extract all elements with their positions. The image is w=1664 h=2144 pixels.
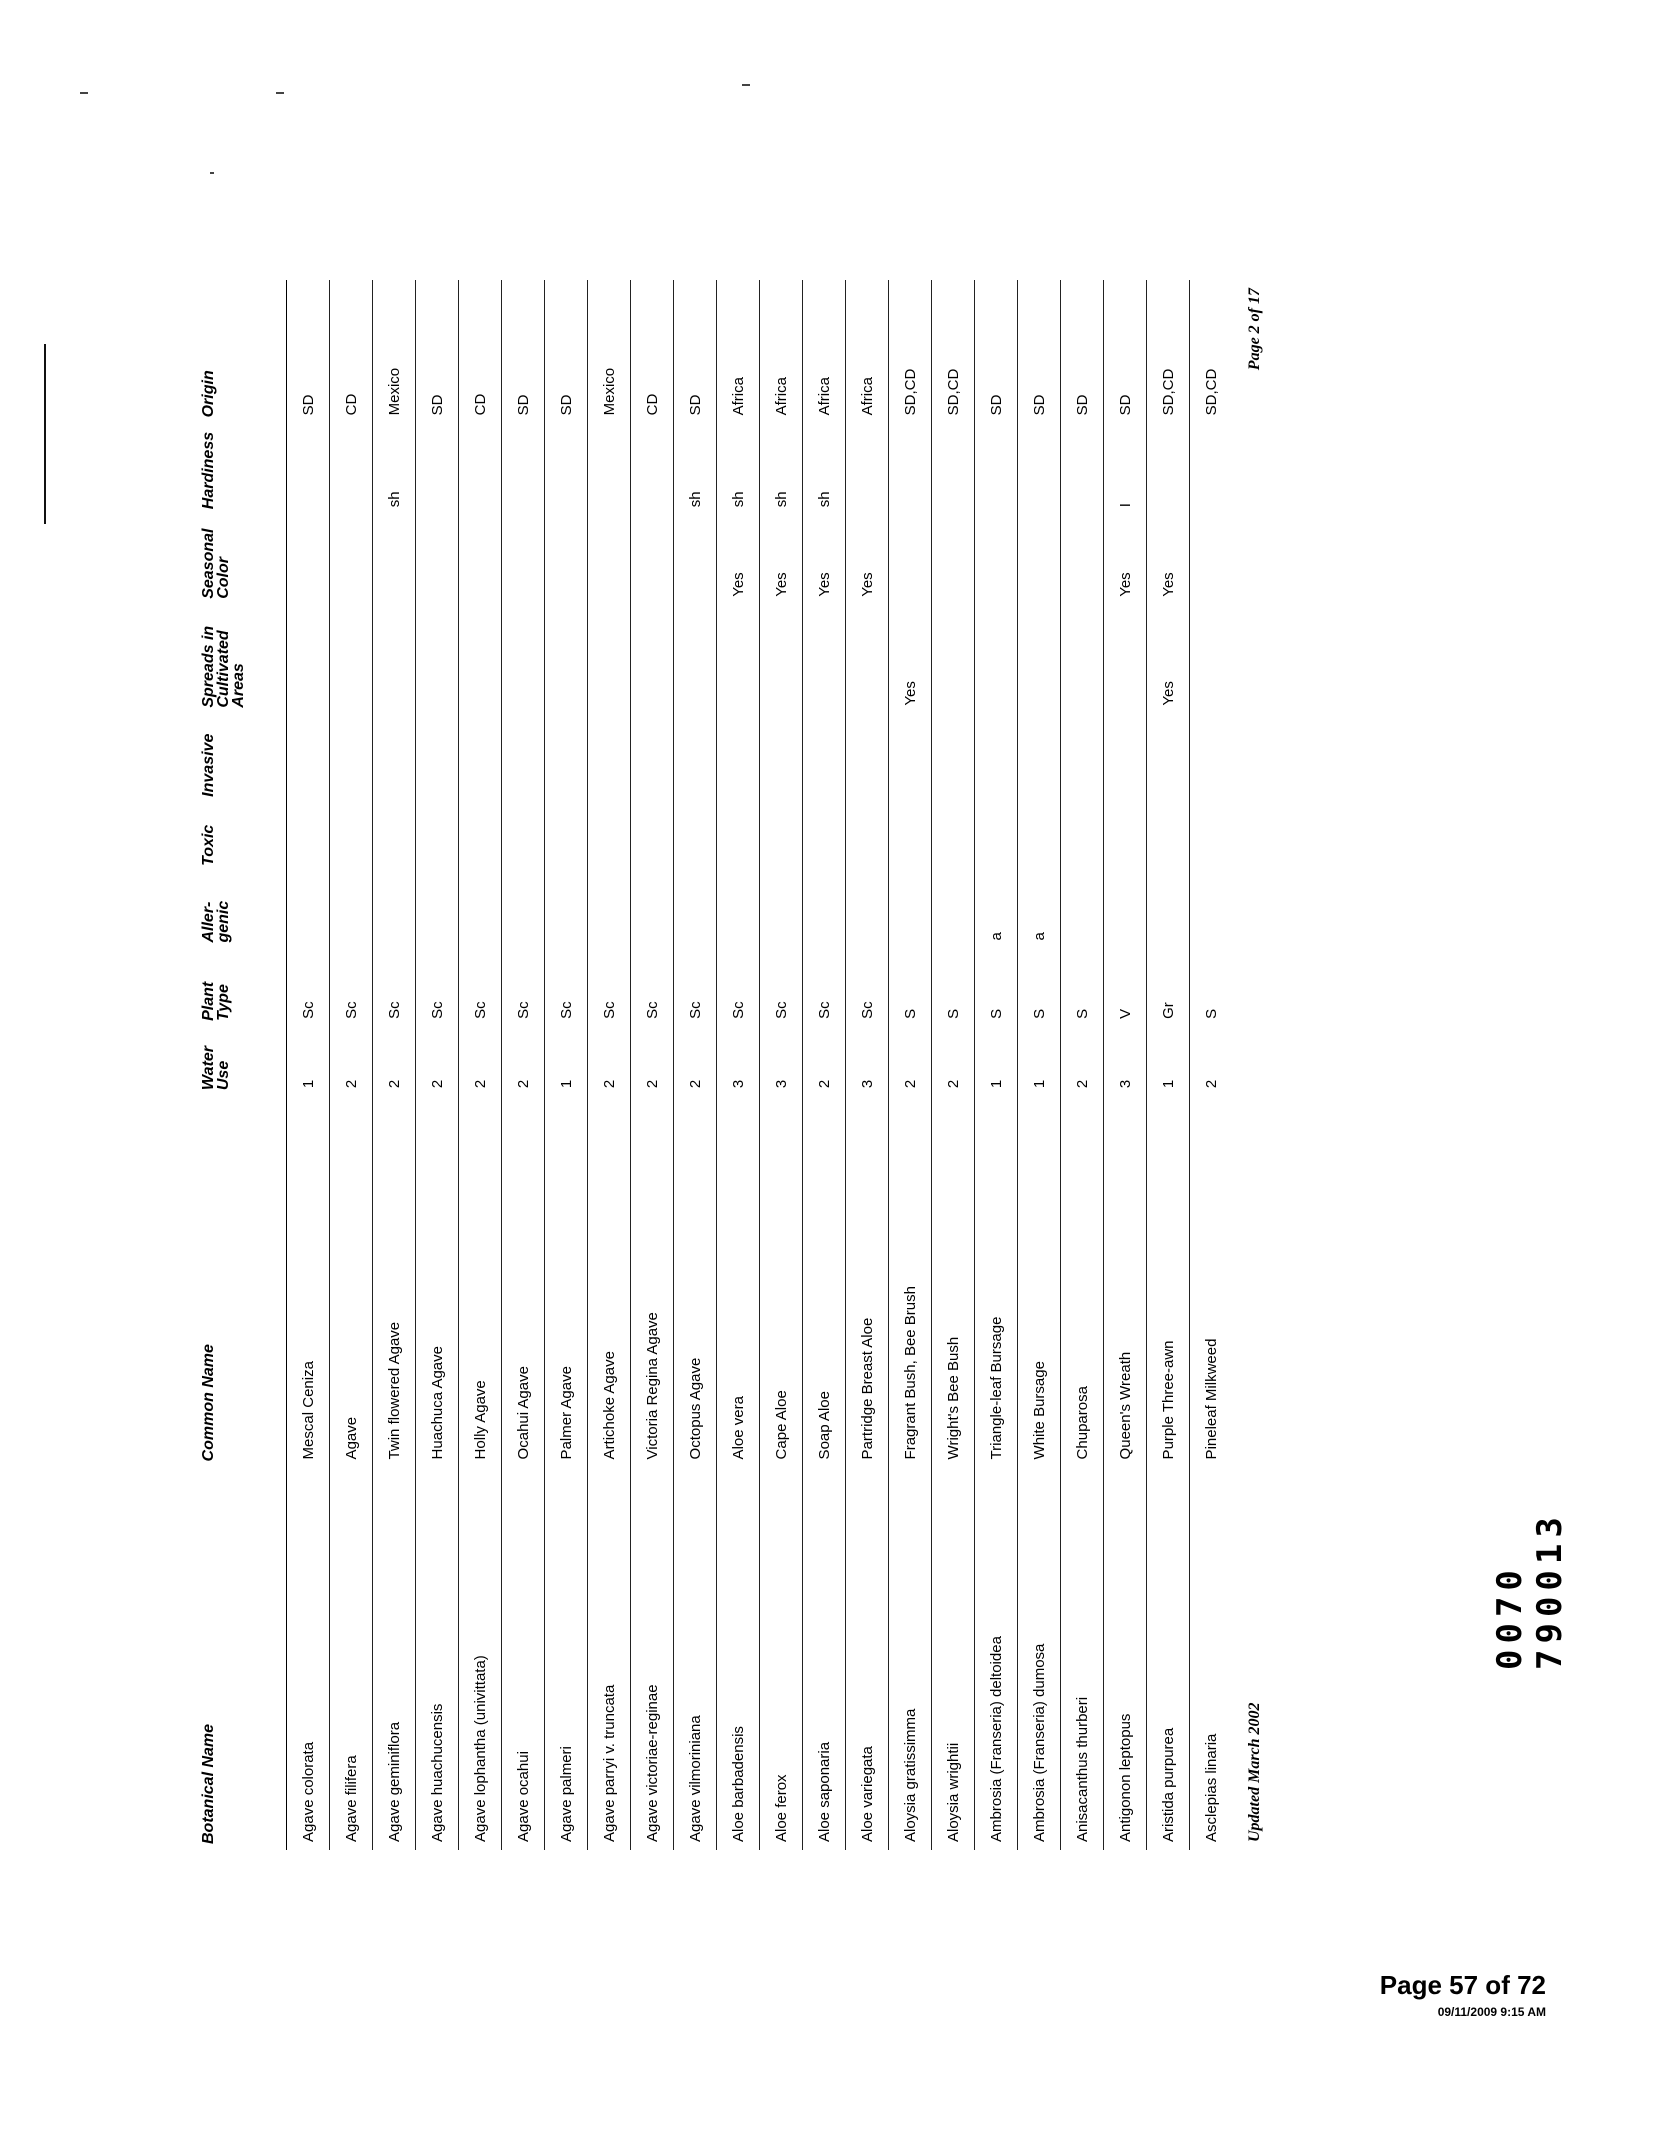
cell-allergenic (1190, 872, 1233, 949)
cell-common-name: Chuparosa (1061, 1096, 1104, 1467)
cell-seasonal-color (502, 515, 545, 605)
cell-plant-type: Sc (674, 949, 717, 1027)
cell-hardiness (889, 423, 932, 515)
cell-invasive (1147, 714, 1190, 803)
table-row (889, 280, 932, 1850)
cell-botanical-name: Agave palmeri (545, 1467, 588, 1850)
cell-hardiness (459, 423, 502, 515)
cell-spreads (373, 605, 416, 714)
cell-invasive (846, 714, 889, 803)
cell-spreads (502, 605, 545, 714)
scan-speck (742, 84, 750, 86)
cell-allergenic (545, 872, 588, 949)
cell-plant-type: Sc (631, 949, 674, 1027)
cell-water-use: 2 (803, 1027, 846, 1096)
table-row (803, 280, 846, 1850)
bates-stamp: 0070 790013 (1490, 1511, 1570, 1670)
cell-allergenic (502, 872, 545, 949)
cell-invasive (717, 714, 760, 803)
cell-spreads (674, 605, 717, 714)
cell-allergenic (846, 872, 889, 949)
cell-invasive (674, 714, 717, 803)
cell-common-name: Twin flowered Agave (373, 1096, 416, 1467)
cell-botanical-name: Antigonon leptopus (1104, 1467, 1147, 1850)
cell-botanical-name: Agave colorata (299, 1741, 317, 1842)
cell-water-use: 3 (846, 1027, 889, 1096)
header-invasive: Invasive (195, 714, 287, 803)
cell-allergenic: a (975, 872, 1018, 949)
table-row (1147, 280, 1190, 1850)
cell-origin: Africa (803, 280, 846, 423)
cell-hardiness (932, 423, 975, 515)
cell-seasonal-color: Yes (1104, 515, 1147, 605)
cell-common-name: Holly Agave (459, 1096, 502, 1467)
cell-hardiness (975, 423, 1018, 515)
cell-botanical-name: Agave ocahui (502, 1467, 545, 1850)
cell-hardiness: sh (674, 423, 717, 515)
cell-botanical-name: Anisacanthus thurberi (1061, 1467, 1104, 1850)
table-row (588, 280, 631, 1850)
table-row (416, 280, 459, 1850)
table-row (502, 280, 545, 1850)
cell-toxic (545, 803, 588, 872)
cell-plant-type: Sc (846, 949, 889, 1027)
cell-toxic (889, 803, 932, 872)
cell-toxic (502, 803, 545, 872)
cell-toxic (373, 803, 416, 872)
cell-hardiness (1018, 423, 1061, 515)
cell-allergenic (459, 872, 502, 949)
cell-origin: SD,CD (889, 280, 932, 423)
table-footer (1232, 280, 1264, 1850)
cell-seasonal-color (330, 515, 373, 605)
cell-plant-type: Sc (760, 949, 803, 1027)
cell-origin: SD (674, 280, 717, 423)
cell-spreads (760, 605, 803, 714)
cell-origin: CD (459, 280, 502, 423)
cell-spreads (631, 605, 674, 714)
cell-plant-type: S (932, 949, 975, 1027)
cell-seasonal-color (287, 515, 330, 605)
cell-origin: SD (1018, 280, 1061, 423)
cell-common-name: Queen's Wreath (1104, 1096, 1147, 1467)
cell-common-name: Huachuca Agave (416, 1096, 459, 1467)
cell-toxic (1061, 803, 1104, 872)
table-row (1018, 280, 1061, 1850)
cell-toxic (717, 803, 760, 872)
cell-botanical-name: Ambrosia (Franseria) dumosa (1018, 1467, 1061, 1850)
cell-allergenic (717, 872, 760, 949)
cell-plant-type: S (1190, 949, 1233, 1027)
cell-spreads (1190, 605, 1233, 714)
cell-spreads (975, 605, 1018, 714)
cell-invasive (287, 714, 330, 803)
cell-seasonal-color (545, 515, 588, 605)
cell-botanical-name: Agave filifera (330, 1467, 373, 1850)
header-allergenic: Aller-genic (195, 872, 287, 949)
cell-toxic (760, 803, 803, 872)
cell-toxic (674, 803, 717, 872)
cell-invasive (803, 714, 846, 803)
cell-hardiness (846, 423, 889, 515)
table-row (717, 280, 760, 1850)
cell-spreads (459, 605, 502, 714)
cell-common-name: Mescal Ceniza (299, 1361, 317, 1460)
plant-table (195, 280, 1232, 1850)
cell-plant-type: Sc (545, 949, 588, 1027)
cell-origin: SD (502, 280, 545, 423)
cell-origin: SD (975, 280, 1018, 423)
cell-seasonal-color: Yes (717, 515, 760, 605)
cell-water-use: 1 (1018, 1027, 1061, 1096)
cell-spreads (846, 605, 889, 714)
cell-toxic (631, 803, 674, 872)
cell-seasonal-color: Yes (846, 515, 889, 605)
cell-seasonal-color (416, 515, 459, 605)
cell-water-use: 1 (1147, 1027, 1190, 1096)
cell-water-use: 2 (1190, 1027, 1233, 1096)
cell-common-name: Wright's Bee Bush (932, 1096, 975, 1467)
plant-table-page (195, 280, 1345, 1850)
cell-origin: SD,CD (1147, 280, 1190, 423)
header-common-name: Common Name (195, 1096, 287, 1467)
cell-botanical-name: Asclepias linaria (1190, 1467, 1233, 1850)
table-row (287, 280, 330, 1850)
cell-water-use: 2 (588, 1027, 631, 1096)
cell-hardiness: sh (803, 423, 846, 515)
cell-allergenic (631, 872, 674, 949)
cell-common-name: Purple Three-awn (1147, 1096, 1190, 1467)
cell-toxic (1104, 803, 1147, 872)
cell-allergenic (674, 872, 717, 949)
cell-seasonal-color: Yes (1147, 515, 1190, 605)
cell-water-use: 3 (717, 1027, 760, 1096)
cell-water-use: 2 (416, 1027, 459, 1096)
cell-plant-type: S (1018, 949, 1061, 1027)
cell-toxic (330, 803, 373, 872)
cell-seasonal-color (975, 515, 1018, 605)
cell-common-name: White Bursage (1018, 1096, 1061, 1467)
table-row (373, 280, 416, 1850)
cell-common-name: Aloe vera (717, 1096, 760, 1467)
table-row (932, 280, 975, 1850)
cell-water-use: 2 (373, 1027, 416, 1096)
table-row (760, 280, 803, 1850)
cell-botanical-name: Agave parryi v. truncata (588, 1467, 631, 1850)
cell-allergenic (760, 872, 803, 949)
cell-spreads (287, 605, 330, 714)
cell-toxic (459, 803, 502, 872)
cell-seasonal-color (932, 515, 975, 605)
cell-plant-type: V (1104, 949, 1147, 1027)
cell-hardiness (545, 423, 588, 515)
cell-origin: SD (545, 280, 588, 423)
cell-toxic (588, 803, 631, 872)
cell-plant-type: Sc (299, 1001, 317, 1019)
cell-common-name: Soap Aloe (803, 1096, 846, 1467)
cell-allergenic (932, 872, 975, 949)
cell-common-name: Fragrant Bush, Bee Brush (889, 1096, 932, 1467)
cell-invasive (330, 714, 373, 803)
cell-spreads (330, 605, 373, 714)
cell-toxic (1147, 803, 1190, 872)
cell-plant-type: Sc (373, 949, 416, 1027)
sub-page-number: Page 2 of 17 (1246, 288, 1263, 371)
cell-invasive (502, 714, 545, 803)
cell-origin: SD (416, 280, 459, 423)
cell-allergenic (803, 872, 846, 949)
cell-allergenic (889, 872, 932, 949)
cell-invasive (932, 714, 975, 803)
cell-common-name: Pineleaf Milkweed (1190, 1096, 1233, 1467)
cell-water-use: 3 (1104, 1027, 1147, 1096)
cell-water-use: 1 (545, 1027, 588, 1096)
cell-water-use: 2 (502, 1027, 545, 1096)
cell-spreads (588, 605, 631, 714)
cell-allergenic (1147, 872, 1190, 949)
cell-botanical-name: Agave vilmoriniana (674, 1467, 717, 1850)
table-row (846, 280, 889, 1850)
cell-origin: Africa (760, 280, 803, 423)
cell-plant-type: Sc (588, 949, 631, 1027)
cell-spreads (545, 605, 588, 714)
cell-origin: SD,CD (1190, 280, 1233, 423)
page-number: Page 57 of 72 (1379, 1970, 1546, 2000)
cell-botanical-name: Aloe saponaria (803, 1467, 846, 1850)
cell-toxic (932, 803, 975, 872)
cell-invasive (975, 714, 1018, 803)
cell-common-name: Agave (330, 1096, 373, 1467)
cell-botanical-name: Aristida purpurea (1147, 1467, 1190, 1850)
cell-seasonal-color: Yes (803, 515, 846, 605)
cell-plant-type: Sc (416, 949, 459, 1027)
cell-toxic (1190, 803, 1233, 872)
cell-water-use: 2 (330, 1027, 373, 1096)
cell-origin: SD (1061, 280, 1104, 423)
cell-spreads (1018, 605, 1061, 714)
cell-origin: SD (1104, 280, 1147, 423)
cell-allergenic (287, 872, 330, 949)
cell-spreads: Yes (889, 605, 932, 714)
cell-seasonal-color (1018, 515, 1061, 605)
cell-spreads (803, 605, 846, 714)
header-seasonal-color: Seasonal Color (195, 515, 287, 605)
cell-origin: CD (330, 280, 373, 423)
cell-plant-type: Sc (330, 949, 373, 1027)
cell-seasonal-color (1190, 515, 1233, 605)
cell-common-name: Partridge Breast Aloe (846, 1096, 889, 1467)
cell-water-use: 3 (760, 1027, 803, 1096)
table-body (287, 280, 1233, 1850)
header-spreads: Spreads in Cultivated Areas (195, 605, 287, 714)
cell-plant-type: Gr (1147, 949, 1190, 1027)
cell-botanical-name: Aloysia gratissimma (889, 1467, 932, 1850)
cell-common-name: Cape Aloe (760, 1096, 803, 1467)
cell-water-use: 2 (631, 1027, 674, 1096)
cell-allergenic (373, 872, 416, 949)
cell-botanical-name: Aloe ferox (760, 1467, 803, 1850)
table-row (631, 280, 674, 1850)
cell-spreads (1104, 605, 1147, 714)
cell-plant-type: S (889, 949, 932, 1027)
cell-spreads (717, 605, 760, 714)
cell-toxic (975, 803, 1018, 872)
cell-common-name: Victoria Regina Agave (631, 1096, 674, 1467)
cell-hardiness: sh (717, 423, 760, 515)
cell-common-name: Artichoke Agave (588, 1096, 631, 1467)
header-botanical-name: Botanical Name (195, 1467, 287, 1850)
cell-water-use: 2 (459, 1027, 502, 1096)
cell-plant-type: S (1061, 949, 1104, 1027)
cell-plant-type: Sc (459, 949, 502, 1027)
page-number-block (1380, 1970, 1546, 2019)
cell-hardiness (1190, 423, 1233, 515)
cell-botanical-name: Agave victoriae-reginae (631, 1467, 674, 1850)
scan-speck (210, 172, 214, 174)
margin-line (44, 344, 46, 524)
cell-seasonal-color (588, 515, 631, 605)
table-row (1190, 280, 1233, 1850)
cell-allergenic (1104, 872, 1147, 949)
table-header-row (195, 280, 287, 1850)
cell-origin: Mexico (373, 280, 416, 423)
table-row (975, 280, 1018, 1850)
cell-seasonal-color (631, 515, 674, 605)
table-row (459, 280, 502, 1850)
cell-invasive (1061, 714, 1104, 803)
table-row (330, 280, 373, 1850)
cell-invasive (545, 714, 588, 803)
cell-hardiness (1147, 423, 1190, 515)
cell-seasonal-color: Yes (760, 515, 803, 605)
cell-origin: Africa (717, 280, 760, 423)
table-row (1104, 280, 1147, 1850)
cell-plant-type: Sc (717, 949, 760, 1027)
print-timestamp: 09/11/2009 9:15 AM (1437, 2005, 1546, 2019)
cell-invasive (416, 714, 459, 803)
cell-water-use: 2 (1061, 1027, 1104, 1096)
cell-seasonal-color (889, 515, 932, 605)
header-origin: Origin (195, 280, 287, 423)
cell-spreads (416, 605, 459, 714)
header-toxic: Toxic (195, 803, 287, 872)
cell-spreads: Yes (1147, 605, 1190, 714)
cell-toxic (846, 803, 889, 872)
cell-hardiness (1061, 423, 1104, 515)
cell-common-name: Ocahui Agave (502, 1096, 545, 1467)
cell-invasive (588, 714, 631, 803)
cell-hardiness (631, 423, 674, 515)
cell-plant-type: Sc (803, 949, 846, 1027)
cell-origin: Africa (846, 280, 889, 423)
updated-date: Updated March 2002 (1246, 1702, 1263, 1842)
cell-water-use: 1 (299, 1079, 317, 1089)
scan-speck (276, 92, 284, 94)
cell-origin: Mexico (588, 280, 631, 423)
cell-common-name: Octopus Agave (674, 1096, 717, 1467)
cell-hardiness: sh (760, 423, 803, 515)
cell-allergenic: a (1018, 872, 1061, 949)
cell-toxic (1018, 803, 1061, 872)
cell-seasonal-color (373, 515, 416, 605)
cell-water-use: 1 (975, 1027, 1018, 1096)
cell-hardiness: I (1104, 423, 1147, 515)
cell-hardiness (287, 423, 330, 515)
cell-invasive (1104, 714, 1147, 803)
cell-spreads (1061, 605, 1104, 714)
scan-speck (80, 92, 88, 94)
cell-common-name: Palmer Agave (545, 1096, 588, 1467)
cell-botanical-name: Agave huachucensis (416, 1467, 459, 1850)
cell-botanical-name: Agave lophantha (univittata) (459, 1467, 502, 1850)
table-row (1061, 280, 1104, 1850)
cell-seasonal-color (1061, 515, 1104, 605)
cell-hardiness (330, 423, 373, 515)
cell-botanical-name: Aloysia wrightii (932, 1467, 975, 1850)
cell-water-use: 2 (674, 1027, 717, 1096)
cell-toxic (416, 803, 459, 872)
header-plant-type: Plant Type (195, 949, 287, 1027)
cell-invasive (760, 714, 803, 803)
cell-botanical-name: Aloe variegata (846, 1467, 889, 1850)
cell-water-use: 2 (932, 1027, 975, 1096)
cell-invasive (373, 714, 416, 803)
cell-toxic (287, 803, 330, 872)
cell-seasonal-color (459, 515, 502, 605)
cell-invasive (1190, 714, 1233, 803)
cell-invasive (1018, 714, 1061, 803)
table-row (674, 280, 717, 1850)
cell-origin: SD,CD (932, 280, 975, 423)
cell-invasive (631, 714, 674, 803)
cell-plant-type: S (975, 949, 1018, 1027)
cell-seasonal-color (674, 515, 717, 605)
cell-spreads (932, 605, 975, 714)
cell-botanical-name: Ambrosia (Franseria) deltoidea (975, 1467, 1018, 1850)
cell-hardiness (416, 423, 459, 515)
header-water-use: Water Use (195, 1027, 287, 1096)
cell-hardiness: sh (373, 423, 416, 515)
cell-allergenic (1061, 872, 1104, 949)
table-row (545, 280, 588, 1850)
cell-toxic (803, 803, 846, 872)
cell-hardiness (588, 423, 631, 515)
cell-water-use: 2 (889, 1027, 932, 1096)
cell-invasive (889, 714, 932, 803)
cell-botanical-name: Agave geminiflora (373, 1467, 416, 1850)
cell-allergenic (588, 872, 631, 949)
cell-plant-type: Sc (502, 949, 545, 1027)
header-hardiness: Hardiness (195, 423, 287, 515)
cell-origin: CD (631, 280, 674, 423)
cell-allergenic (416, 872, 459, 949)
cell-origin: SD (299, 394, 317, 416)
cell-hardiness (502, 423, 545, 515)
cell-common-name: Triangle-leaf Bursage (975, 1096, 1018, 1467)
cell-invasive (459, 714, 502, 803)
cell-botanical-name: Aloe barbadensis (717, 1467, 760, 1850)
cell-allergenic (330, 872, 373, 949)
